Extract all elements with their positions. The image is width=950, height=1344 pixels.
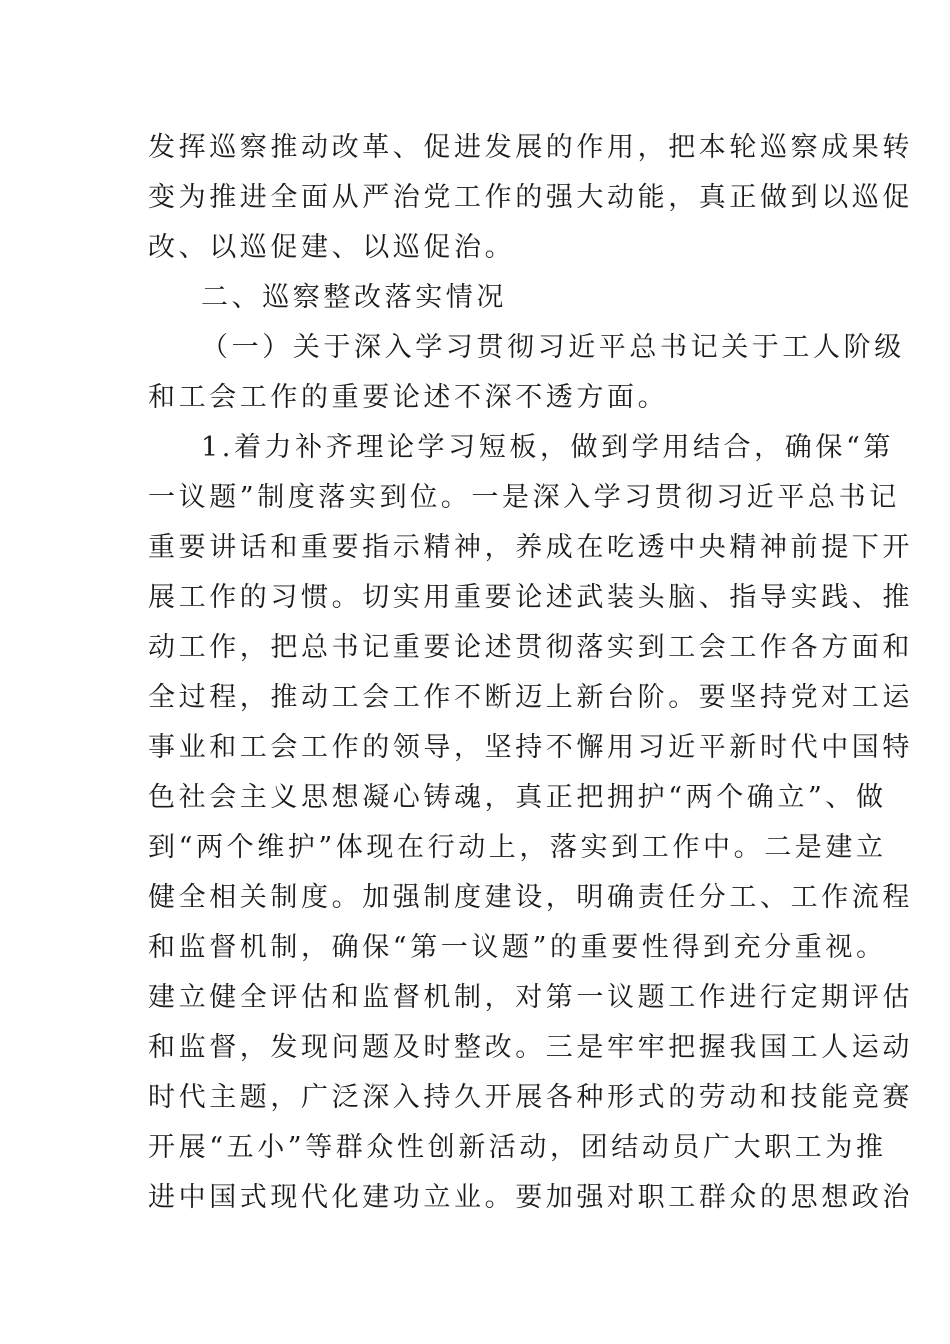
paragraph-line: 发挥巡察推动改革、促进发展的作用，把本轮巡察成果转 — [148, 132, 913, 163]
paragraph-line: 改、以巡促建、以巡促治。 — [148, 232, 516, 263]
paragraph-line: 事业和工会工作的领导，坚持不懈用习近平新时代中国特 — [148, 732, 913, 763]
paragraph-line: 1.着力补齐理论学习短板，做到学用结合，确保“第 — [201, 432, 894, 463]
paragraph-line: 展工作的习惯。切实用重要论述武装头脑、指导实践、推 — [148, 582, 913, 613]
paragraph-line: 和监督机制，确保“第一议题”的重要性得到充分重视。 — [148, 932, 887, 963]
paragraph-line: 健全相关制度。加强制度建设，明确责任分工、工作流程 — [148, 882, 913, 913]
paragraph-line: 建立健全评估和监督机制，对第一议题工作进行定期评估 — [148, 982, 913, 1013]
paragraph-line: 重要讲话和重要指示精神，养成在吃透中央精神前提下开 — [148, 532, 913, 563]
paragraph-line: 进中国式现代化建功立业。要加强对职工群众的思想政治 — [148, 1182, 913, 1213]
paragraph-line: 色社会主义思想凝心铸魂，真正把拥护“两个确立”、做 — [148, 782, 887, 813]
paragraph-line: 开展“五小”等群众性创新活动，团结动员广大职工为推 — [148, 1132, 887, 1163]
section-heading: 二、巡察整改落实情况 — [201, 282, 507, 313]
paragraph-line: 和监督，发现问题及时整改。三是牢牢把握我国工人运动 — [148, 1032, 913, 1063]
paragraph-line: 到“两个维护”体现在行动上，落实到工作中。二是建立 — [148, 832, 887, 863]
paragraph-line: 时代主题，广泛深入持久开展各种形式的劳动和技能竞赛 — [148, 1082, 913, 1113]
paragraph-line: 动工作，把总书记重要论述贯彻落实到工会工作各方面和 — [148, 632, 913, 663]
paragraph-line: 全过程，推动工会工作不断迈上新台阶。要坚持党对工运 — [148, 682, 913, 713]
paragraph-line: 一议题”制度落实到位。一是深入学习贯彻习近平总书记 — [148, 482, 900, 513]
paragraph-line: 变为推进全面从严治党工作的强大动能，真正做到以巡促 — [148, 182, 913, 213]
subsection-heading-continued: 和工会工作的重要论述不深不透方面。 — [148, 382, 669, 413]
subsection-heading: （一）关于深入学习贯彻习近平总书记关于工人阶级 — [201, 332, 905, 363]
